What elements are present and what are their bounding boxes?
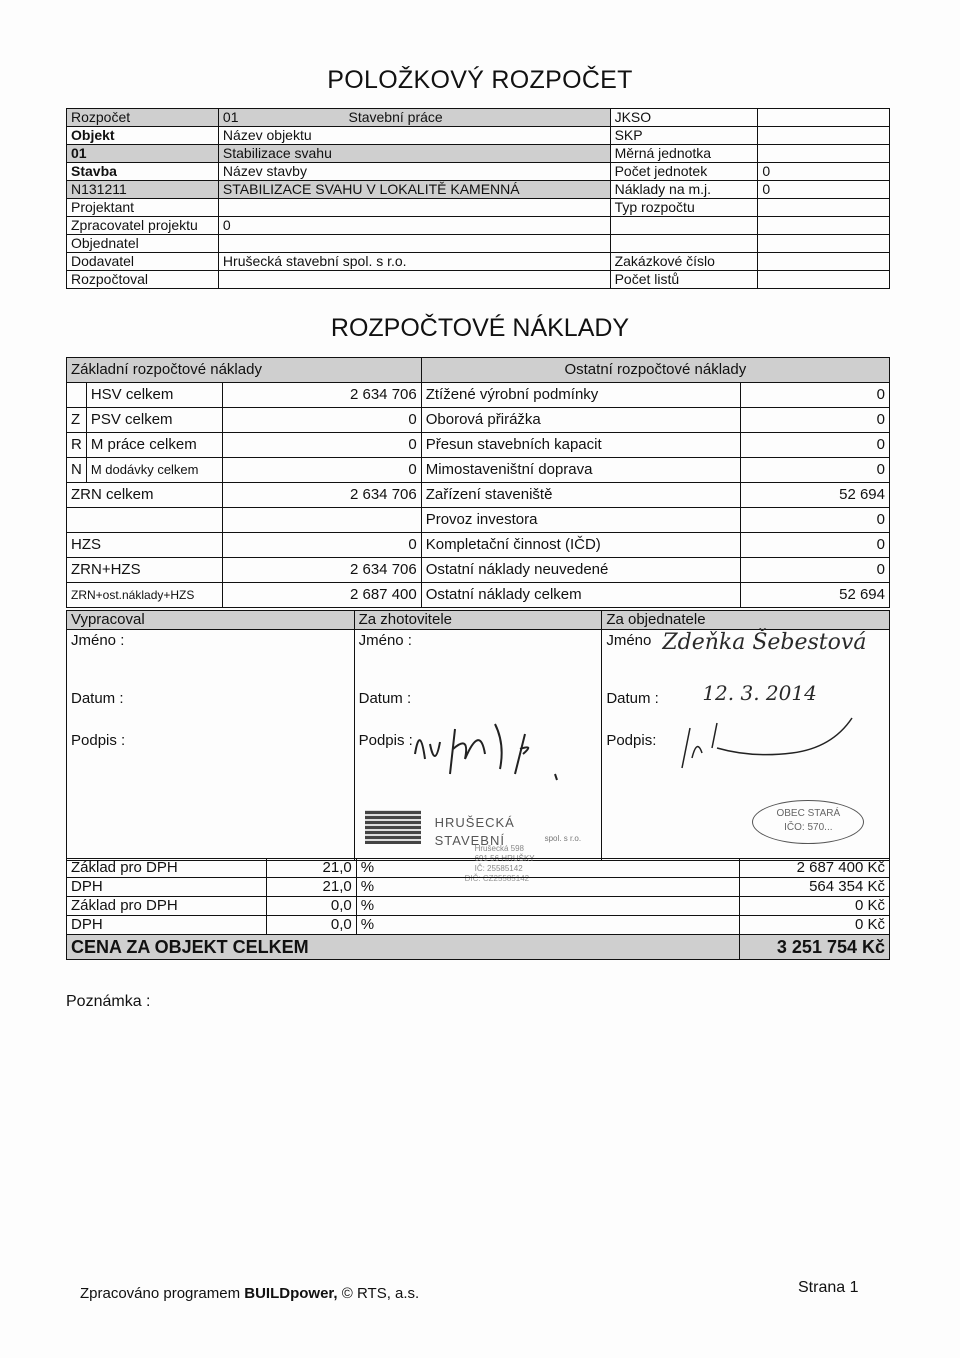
vypracoval-block: [67, 630, 355, 861]
note-label: Poznámka :: [66, 993, 151, 1010]
objednatel-block: [602, 630, 890, 861]
total-label: Základ pro DPH: [67, 897, 267, 916]
header-table: [66, 108, 890, 289]
cost-label: ZRN celkem: [67, 483, 223, 508]
total-amount: 2 687 400 Kč: [740, 859, 890, 878]
typ-value: [758, 199, 890, 217]
other-cost-value: 0: [740, 533, 889, 558]
total-amount: 564 354 Kč: [740, 878, 890, 897]
objekt-name: Stabilizace svahu: [218, 145, 610, 163]
cost-row: [67, 408, 890, 433]
total-row: [67, 916, 890, 935]
zpracovatel-label: Zpracovatel projektu: [67, 217, 219, 235]
total-row: [67, 897, 890, 916]
total-spacer: [380, 916, 739, 935]
total-spacer: [380, 897, 739, 916]
skp-value: [758, 127, 890, 145]
cost-label: HZS: [67, 533, 223, 558]
cost-value: 2 634 706: [222, 483, 421, 508]
page-number: Strana 1: [798, 1279, 859, 1296]
zpracovatel-value: 0: [218, 217, 610, 235]
other-cost-value: 0: [740, 508, 889, 533]
naklady-label: Náklady na m.j.: [610, 181, 758, 199]
handwritten-date: 12. 3. 2014: [702, 681, 817, 705]
rozpoctoval-value: [218, 271, 610, 289]
projektant-label: Projektant: [67, 199, 219, 217]
footer-program-name: BUILDpower,: [244, 1285, 338, 1302]
pocet-listu-value: [758, 271, 890, 289]
projektant-value: [218, 199, 610, 217]
za-zhotovitele-header: Za zhotovitele: [354, 611, 602, 630]
cost-value: [222, 508, 421, 533]
merna-label: Měrná jednotka: [610, 145, 758, 163]
cost-label: M dodávky celkem: [86, 458, 222, 483]
stavba-label: Stavba: [67, 163, 219, 181]
total-spacer: [380, 878, 739, 897]
other-cost-value: 0: [740, 433, 889, 458]
dodavatel-value: Hrušecká stavební spol. s r.o.: [218, 253, 610, 271]
total-row: [67, 859, 890, 878]
empty-r1: [610, 217, 758, 235]
cost-prefix: [67, 383, 87, 408]
grand-total-value: 3 251 754 Kč: [740, 935, 890, 960]
cost-row: [67, 558, 890, 583]
other-cost-value: 0: [740, 558, 889, 583]
rozpoctoval-label: Rozpočtoval: [67, 271, 219, 289]
pocet-listu-label: Počet listů: [610, 271, 758, 289]
zhotovitel-podpis: Podpis :: [358, 732, 413, 749]
stavba-name-label: Název stavby: [218, 163, 610, 181]
rozpocet-code: 01: [222, 109, 239, 125]
cost-value: 0: [222, 458, 421, 483]
total-label: DPH: [67, 916, 267, 935]
total-unit: %: [356, 916, 380, 935]
total-unit: %: [356, 859, 380, 878]
vypracoval-podpis: Podpis :: [71, 732, 126, 749]
total-unit: %: [356, 897, 380, 916]
cost-prefix: N: [67, 458, 87, 483]
vypracoval-datum: Datum :: [71, 690, 124, 707]
obec-stamp-text: OBEC STARÁ: [776, 808, 841, 819]
other-cost-label: Oborová přirážka: [421, 408, 740, 433]
document-title: POLOŽKOVÝ ROZPOČET: [327, 66, 633, 94]
other-cost-value: 52 694: [740, 583, 889, 608]
stamp-company: HRUŠECKÁ STAVEBNÍ: [434, 815, 515, 848]
vypracoval-jmeno: Jméno :: [71, 632, 125, 649]
vypracoval-header: Vypracoval: [67, 611, 355, 630]
cost-prefix: R: [67, 433, 87, 458]
cost-value: 2 634 706: [222, 383, 421, 408]
other-cost-value: 0: [740, 408, 889, 433]
objednatel-signature: [672, 708, 872, 778]
zhotovitel-signature: [395, 714, 595, 784]
skp-label: SKP: [610, 127, 758, 145]
cost-row: [67, 483, 890, 508]
objednatel-label: Objednatel: [67, 235, 219, 253]
total-amount: 0 Kč: [740, 916, 890, 935]
cost-value: 2 687 400: [222, 583, 421, 608]
empty-r2: [758, 217, 890, 235]
stamp-addr2: 691 56 HRUŠKY: [474, 854, 535, 863]
objekt-label: Objekt: [67, 127, 219, 145]
cost-value: 0: [222, 533, 421, 558]
footer-company: © RTS, a.s.: [341, 1285, 420, 1302]
dodavatel-label: Dodavatel: [67, 253, 219, 271]
cost-value: 0: [222, 408, 421, 433]
cost-label: PSV celkem: [86, 408, 222, 433]
other-cost-label: Ztížené výrobní podmínky: [421, 383, 740, 408]
cost-row: [67, 433, 890, 458]
cost-value: 0: [222, 433, 421, 458]
stavba-code: N131211: [67, 181, 219, 199]
cost-value: 2 634 706: [222, 558, 421, 583]
zhotovitel-jmeno: Jméno :: [358, 632, 412, 649]
total-spacer: [380, 859, 739, 878]
grand-total-label: CENA ZA OBJEKT CELKEM: [67, 935, 740, 960]
empty-r3: [610, 235, 758, 253]
total-rate: 0,0: [266, 916, 356, 935]
other-cost-value: 0: [740, 383, 889, 408]
total-rate: 21,0: [266, 878, 356, 897]
rozpocet-cell: [218, 109, 610, 127]
handwritten-name: Zdeňka Šebestová: [662, 630, 867, 655]
cost-label: [67, 508, 223, 533]
typ-label: Typ rozpočtu: [610, 199, 758, 217]
footer-program: [80, 1285, 419, 1302]
stamp-dic: DIČ: CZ25585142: [464, 874, 530, 883]
empty-r4: [758, 235, 890, 253]
costs-title: ROZPOČTOVÉ NÁKLADY: [330, 314, 630, 342]
jkso-value: [758, 109, 890, 127]
footer-prefix: Zpracováno programem: [80, 1285, 245, 1302]
objekt-code: 01: [67, 145, 219, 163]
total-rate: 21,0: [266, 859, 356, 878]
total-row: [67, 878, 890, 897]
stamp-ic: IČ: 25585142: [474, 864, 523, 873]
objednatel-stamp: [752, 800, 864, 844]
zhotovitel-datum: Datum :: [358, 690, 412, 707]
total-label: Základ pro DPH: [67, 859, 267, 878]
total-rate: 0,0: [266, 897, 356, 916]
other-cost-value: 0: [740, 458, 889, 483]
other-cost-label: Kompletační činnost (IČD): [421, 533, 740, 558]
merna-value: [758, 145, 890, 163]
totals-table: [66, 858, 890, 960]
objednatel-jmeno: Jméno: [606, 632, 652, 649]
pocet-jednotek-value: 0: [758, 163, 890, 181]
other-cost-label: Provoz investora: [421, 508, 740, 533]
total-amount: 0 Kč: [740, 897, 890, 916]
zhotovitel-block: [354, 630, 602, 883]
obec-stamp-ico: IČO: 570...: [784, 822, 833, 833]
zakazkove-label: Zakázkové číslo: [610, 253, 758, 271]
other-cost-label: Ostatní náklady neuvedené: [421, 558, 740, 583]
other-cost-label: Zařízení staveniště: [421, 483, 740, 508]
cost-label: ZRN+HZS: [67, 558, 223, 583]
pocet-jednotek-label: Počet jednotek: [610, 163, 758, 181]
stavba-name: STABILIZACE SVAHU V LOKALITĚ KAMENNÁ: [218, 181, 610, 199]
cost-row: [67, 533, 890, 558]
naklady-value: 0: [758, 181, 890, 199]
cost-row: [67, 583, 890, 608]
costs-table: [66, 357, 890, 608]
cost-row: [67, 383, 890, 408]
rozpocet-label: Rozpočet: [67, 109, 219, 127]
rozpocet-name: Stavební práce: [348, 109, 443, 125]
za-objednatele-header: Za objednatele: [602, 611, 890, 630]
cost-prefix: Z: [67, 408, 87, 433]
objednatel-podpis: Podpis:: [606, 732, 657, 749]
cost-label: ZRN+ost.náklady+HZS: [67, 583, 223, 608]
cost-label: HSV celkem: [86, 383, 222, 408]
objednatel-value: [218, 235, 610, 253]
jkso-label: JKSO: [610, 109, 758, 127]
other-cost-label: Mimostaveništní doprava: [421, 458, 740, 483]
other-cost-label: Přesun stavebních kapacit: [421, 433, 740, 458]
total-label: DPH: [67, 878, 267, 897]
stamp-addr1: Hrušecká 598: [474, 844, 524, 853]
basic-costs-header: Základní rozpočtové náklady: [67, 358, 422, 383]
cost-row: [67, 508, 890, 533]
zakazkove-value: [758, 253, 890, 271]
other-cost-label: Ostatní náklady celkem: [421, 583, 740, 608]
stamp-sub: spol. s r.o.: [544, 834, 582, 843]
total-unit: %: [356, 878, 380, 897]
stamp-logo: [365, 810, 421, 844]
objednatel-datum: Datum :: [606, 690, 659, 707]
cost-label: M práce celkem: [86, 433, 222, 458]
objekt-name-label: Název objektu: [218, 127, 610, 145]
cost-row: [67, 458, 890, 483]
other-cost-value: 52 694: [740, 483, 889, 508]
other-costs-header: Ostatní rozpočtové náklady: [421, 358, 889, 383]
